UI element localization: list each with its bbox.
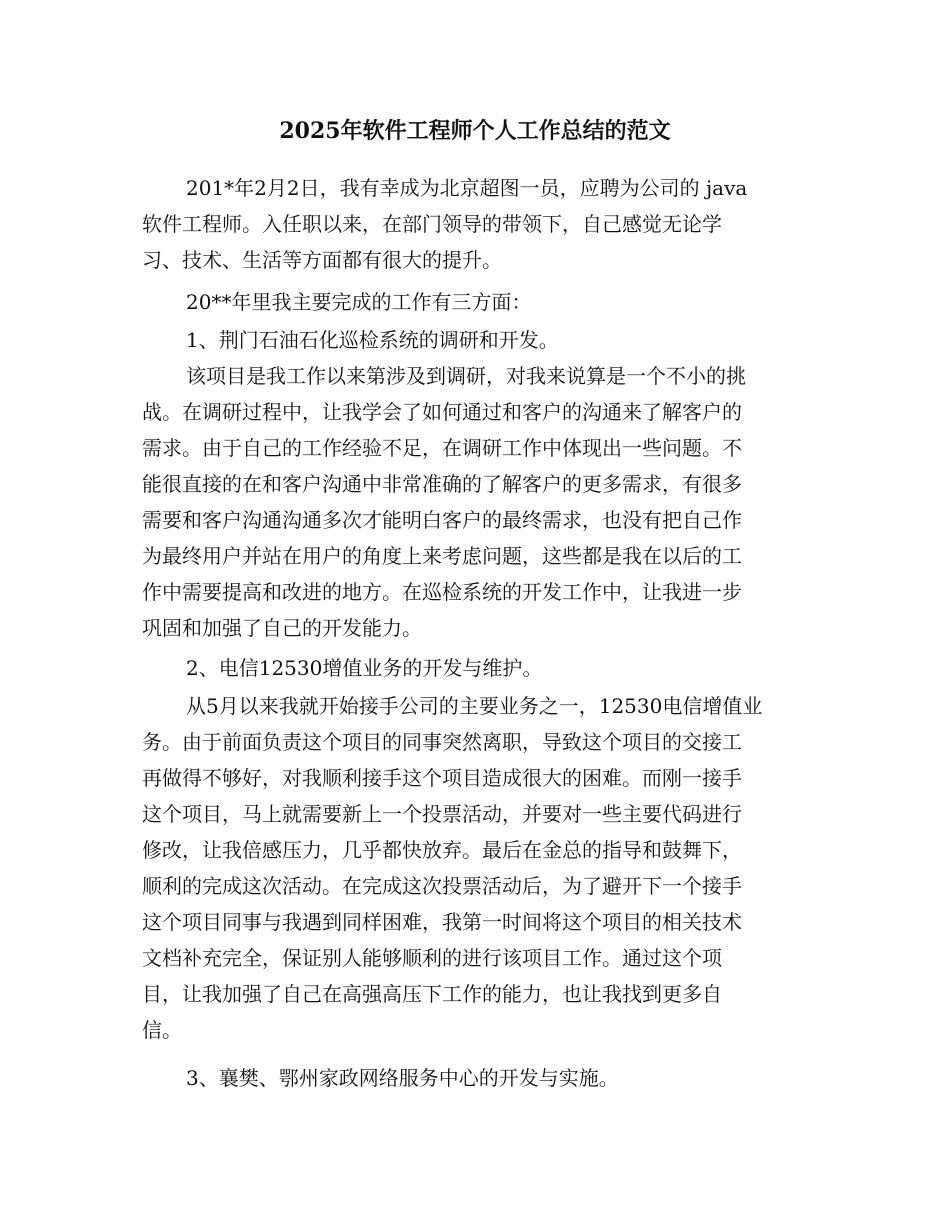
paragraph-line: 修改，让我倍感压力，几乎都快放弃。最后在金总的指导和鼓舞下， xyxy=(142,838,742,862)
document-title: 2025年软件工程师个人工作总结的范文 xyxy=(279,118,671,144)
paragraph-line: 战。在调研过程中，让我学会了如何通过和客户的沟通来了解客户的 xyxy=(142,400,742,424)
paragraph-line: 201*年2月2日，我有幸成为北京超图一员，应聘为公司的 java xyxy=(186,176,748,200)
paragraph-line: 习、技术、生活等方面都有很大的提升。 xyxy=(142,248,502,272)
paragraph-line: 文档补充完全，保证别人能够顺利的进行该项目工作。通过这个项 xyxy=(142,946,722,970)
paragraph-line: 1、荆门石油石化巡检系统的调研和开发。 xyxy=(186,328,559,352)
paragraph-line: 需求。由于自己的工作经验不足，在调研工作中体现出一些问题。不 xyxy=(142,436,742,460)
paragraph-line: 目，让我加强了自己在高强高压下工作的能力，也让我找到更多自 xyxy=(142,982,722,1006)
paragraph-line: 需要和客户沟通沟通多次才能明白客户的最终需求，也没有把自己作 xyxy=(142,508,742,532)
paragraph-line: 务。由于前面负责这个项目的同事突然离职，导致这个项目的交接工 xyxy=(142,730,742,754)
paragraph-line: 该项目是我工作以来第涉及到调研，对我来说算是一个不小的挑 xyxy=(186,364,746,388)
paragraph-line: 顺利的完成这次活动。在完成这次投票活动后，为了避开下一个接手 xyxy=(142,874,742,898)
paragraph-line: 巩固和加强了自己的开发能力。 xyxy=(142,616,422,640)
paragraph-line: 再做得不够好，对我顺利接手这个项目造成很大的困难。而刚一接手 xyxy=(142,766,742,790)
paragraph-line: 作中需要提高和改进的地方。在巡检系统的开发工作中，让我进一步 xyxy=(142,580,742,604)
paragraph-line: 为最终用户并站在用户的角度上来考虑问题，这些都是我在以后的工 xyxy=(142,544,742,568)
paragraph-line: 20**年里我主要完成的工作有三方面： xyxy=(186,290,532,314)
paragraph-line: 从5月以来我就开始接手公司的主要业务之一，12530电信增值业 xyxy=(186,694,763,718)
paragraph-line: 软件工程师。入任职以来，在部门领导的带领下，自己感觉无论学 xyxy=(142,212,722,236)
paragraph-line: 信。 xyxy=(142,1018,182,1042)
paragraph-line: 这个项目同事与我遇到同样困难，我第一时间将这个项目的相关技术 xyxy=(142,910,742,934)
paragraph-line: 2、电信12530增值业务的开发与维护。 xyxy=(186,656,543,680)
paragraph-line: 这个项目，马上就需要新上一个投票活动，并要对一些主要代码进行 xyxy=(142,802,742,826)
paragraph-line: 3、襄樊、鄂州家政网络服务中心的开发与实施。 xyxy=(186,1066,619,1090)
paragraph-line: 能很直接的在和客户沟通中非常准确的了解客户的更多需求，有很多 xyxy=(142,472,742,496)
